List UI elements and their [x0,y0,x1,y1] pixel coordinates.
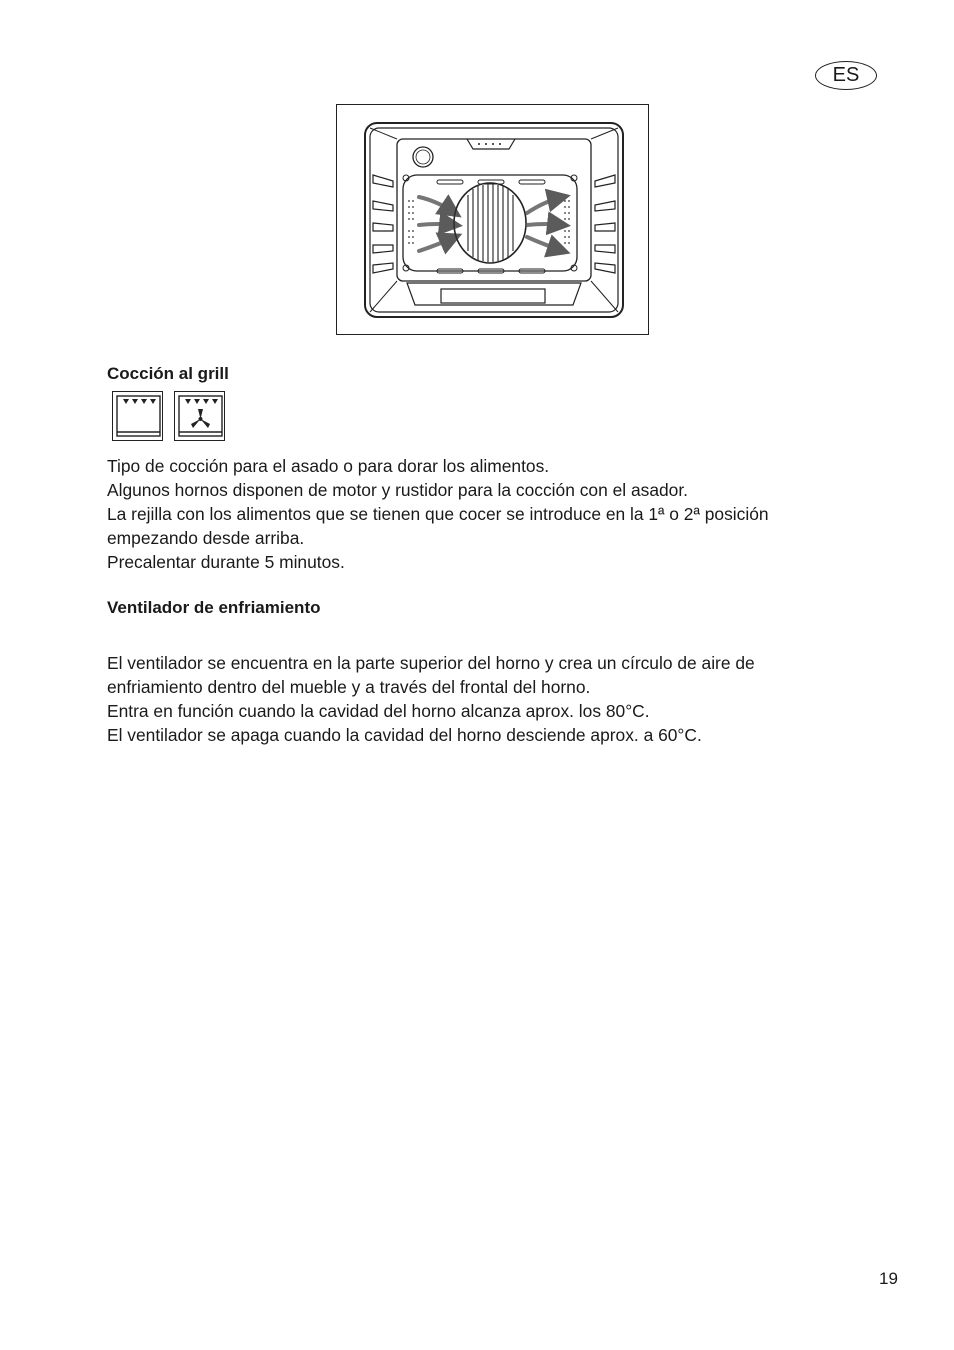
oven-diagram [336,104,649,335]
section-title-fan: Ventilador de enfriamiento [107,598,321,617]
grill-icon [112,391,163,441]
fan-grill-icon [174,391,225,441]
fan-description [107,651,907,747]
paragraph-line: Precalentar durante 5 minutos. [107,552,345,572]
paragraph-line: El ventilador se encuentra en la parte superior del horno y crea un círculo de aire de [107,653,755,673]
grill-description [107,454,907,574]
paragraph-line: Tipo de cocción para el asado o para dorar los alimentos. [107,456,550,476]
paragraph-line: enfriamiento dentro del mueble y a través del frontal del horno. [107,677,591,697]
language-badge: ES [815,61,877,90]
page-number: 19 [879,1269,898,1288]
paragraph-line: Algunos hornos disponen de motor y rustidor para la cocción con el asador. [107,480,688,500]
oven-illustration [337,105,650,336]
section-title-grill: Cocción al grill [107,364,229,383]
paragraph-line: empezando desde arriba. [107,528,305,548]
paragraph-line: El ventilador se apaga cuando la cavidad del horno desciende aprox. a 60°C. [107,725,702,745]
paragraph-line: La rejilla con los alimentos que se tienen que cocer se introduce en la 1ª o 2ª posición [107,504,769,524]
paragraph-line: Entra en función cuando la cavidad del horno alcanza aprox. los 80°C. [107,701,650,721]
